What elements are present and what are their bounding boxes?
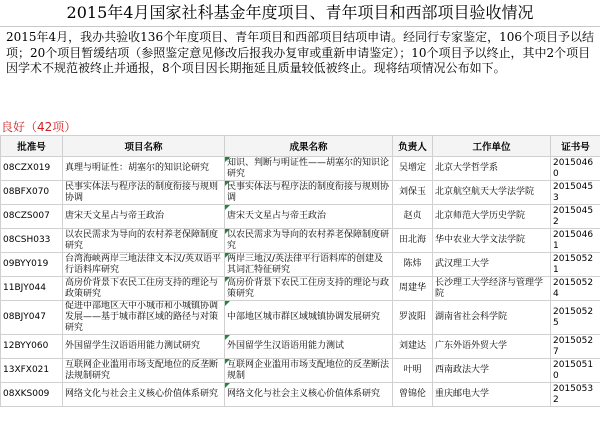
cell-cert-text: 20150452 <box>553 205 594 227</box>
cell-project[interactable] <box>63 301 225 335</box>
cell-leader[interactable] <box>393 335 433 359</box>
cell-leader-text: 叶明 <box>403 365 422 375</box>
cell-unit-text: 长沙理工大学经济与管理学院 <box>435 277 544 299</box>
column-header-unit: 工作单位 <box>433 136 551 157</box>
cell-id[interactable] <box>1 157 63 181</box>
cell-result[interactable] <box>225 383 393 407</box>
comment-marker-icon <box>225 335 230 340</box>
cell-id-text: 08XKS009 <box>3 389 50 399</box>
results-table <box>0 135 600 407</box>
cell-result-text: 中部地区城市群区域城镇协调发展研究 <box>227 312 381 322</box>
column-header-id: 批准号 <box>1 136 63 157</box>
table-row <box>1 359 600 383</box>
comment-marker-icon <box>225 181 230 186</box>
cell-project-text: 以农民需求为导向的农村养老保障制度研究 <box>65 229 219 251</box>
comment-marker-icon <box>225 277 230 282</box>
cell-leader[interactable] <box>393 229 433 253</box>
comment-marker-icon <box>225 359 230 364</box>
cell-leader[interactable] <box>393 253 433 277</box>
table-row <box>1 277 600 301</box>
cell-project[interactable] <box>63 253 225 277</box>
cell-id-text: 11BJY044 <box>3 283 46 293</box>
cell-leader[interactable] <box>393 359 433 383</box>
cell-unit[interactable] <box>433 229 551 253</box>
cell-project-text: 真理与明证性：胡塞尔的知识论研究 <box>65 163 210 173</box>
cell-project-text: 民事实体法与程序法的制度衔接与规则协调 <box>65 181 219 203</box>
cell-result[interactable] <box>225 301 393 335</box>
cell-id[interactable] <box>1 205 63 229</box>
cell-project[interactable] <box>63 383 225 407</box>
cell-unit-text: 武汉理工大学 <box>435 259 490 269</box>
cell-project-text: 唐宋天文星占与帝王政治 <box>65 211 165 221</box>
cell-cert[interactable] <box>551 335 600 359</box>
cell-cert-text: 20150460 <box>553 157 594 179</box>
table-row <box>1 335 600 359</box>
cell-leader-text: 刘保玉 <box>398 187 426 197</box>
section-label: 良好（42项） <box>1 120 77 134</box>
cell-result-text: 网络文化与社会主义核心价值体系研究 <box>227 389 381 399</box>
table-row <box>1 157 600 181</box>
cell-id[interactable] <box>1 301 63 335</box>
cell-id-text: 08CZX019 <box>3 163 51 173</box>
cell-leader-text: 吴增定 <box>398 163 426 173</box>
column-header-leader: 负责人 <box>393 136 433 157</box>
cell-leader[interactable] <box>393 205 433 229</box>
cell-cert[interactable] <box>551 205 600 229</box>
cell-id[interactable] <box>1 359 63 383</box>
cell-unit[interactable] <box>433 383 551 407</box>
cell-result-text: 外国留学生汉语语用能力测试 <box>227 341 345 351</box>
cell-result-text: 高房价背景下农民工住房支持的理论与政策研究 <box>227 277 390 299</box>
cell-id[interactable] <box>1 383 63 407</box>
cell-project-text: 互联网企业滥用市场支配地位的反垄断法规制研究 <box>65 359 219 381</box>
cell-leader-text: 刘建达 <box>398 341 426 351</box>
cell-cert[interactable] <box>551 383 600 407</box>
cell-result-text: 知识、判断与明证性——胡塞尔的知识论研究 <box>227 157 390 179</box>
cell-result-text: 民事实体法与程序法的制度衔接与规则协调 <box>227 181 390 203</box>
cell-unit[interactable] <box>433 157 551 181</box>
cell-result[interactable] <box>225 253 393 277</box>
comment-marker-icon <box>225 301 230 306</box>
cell-unit-text: 西南政法大学 <box>435 365 490 375</box>
cell-project-text: 台湾海峡两岸三地法律文本汉/英双语平行语料库研究 <box>65 253 222 275</box>
comment-marker-icon <box>225 383 230 388</box>
table-row <box>1 205 600 229</box>
comment-marker-icon <box>225 229 230 234</box>
cell-unit-text: 华中农业大学文法学院 <box>435 235 526 245</box>
cell-unit-text: 重庆邮电大学 <box>435 389 490 399</box>
cell-unit[interactable] <box>433 205 551 229</box>
cell-id[interactable] <box>1 335 63 359</box>
cell-result[interactable] <box>225 205 393 229</box>
column-header-cert: 证书号 <box>551 136 600 157</box>
cell-result[interactable] <box>225 229 393 253</box>
cell-result-text: 以农民需求为导向的农村养老保障制度研究 <box>227 229 390 251</box>
cell-project[interactable] <box>63 229 225 253</box>
cell-unit[interactable] <box>433 181 551 205</box>
cell-project-text: 外国留学生汉语语用能力测试研究 <box>65 341 201 351</box>
cell-project[interactable] <box>63 205 225 229</box>
cell-cert-text: 20150461 <box>553 229 594 251</box>
column-header-project: 项目名称 <box>63 136 225 157</box>
cell-unit-text: 湖南省社会科学院 <box>435 312 508 322</box>
cell-unit-text: 北京大学哲学系 <box>435 163 499 173</box>
cell-cert-text: 20150527 <box>553 335 594 357</box>
cell-leader-text: 罗波阳 <box>398 312 426 322</box>
table-row <box>1 181 600 205</box>
cell-cert[interactable] <box>551 181 600 205</box>
cell-id-text: 12BYY060 <box>3 341 49 351</box>
cell-result-text: 两岸三地汉/英法律平行语料库的创建及其词汇特征研究 <box>227 253 384 275</box>
cell-id-text: 13XFX021 <box>3 365 50 375</box>
cell-cert-text: 20150510 <box>553 359 594 381</box>
cell-leader[interactable] <box>393 157 433 181</box>
cell-project[interactable] <box>63 157 225 181</box>
cell-id-text: 08CZS007 <box>3 211 50 221</box>
cell-cert[interactable] <box>551 277 600 301</box>
cell-result[interactable] <box>225 335 393 359</box>
cell-cert[interactable] <box>551 253 600 277</box>
cell-leader[interactable] <box>393 181 433 205</box>
cell-leader-text: 陈炜 <box>403 259 422 269</box>
intro-paragraph: 2015年4月，我办共验收136个年度项目、青年项目和西部项目结项申请。经同行专家鉴定，106个项目予以结项；20个项目暂缓结项（参照鉴定意见修改后报我办复审或重新申请鉴定）；10个项目予以终止，其中2个项目因学术不规范被终止并通报，8个项目因长期拖延且质量较低被终止。现将结项情况公布如下。 <box>6 30 594 75</box>
cell-id[interactable] <box>1 181 63 205</box>
cell-leader[interactable] <box>393 301 433 335</box>
cell-leader-text: 曾锦伦 <box>398 389 426 399</box>
cell-project-text: 促进中部地区大中小城市和小城镇协调发展——基于城市群区域的路径与对策研究 <box>65 301 219 333</box>
cell-cert[interactable] <box>551 229 600 253</box>
cell-result[interactable] <box>225 277 393 301</box>
cell-project[interactable] <box>63 335 225 359</box>
cell-unit-text: 广东外语外贸大学 <box>435 341 508 351</box>
cell-result-text: 唐宋天文星占与帝王政治 <box>227 211 327 221</box>
table-row <box>1 253 600 277</box>
cell-project-text: 网络文化与社会主义核心价值体系研究 <box>65 389 219 399</box>
cell-id-text: 08BJY047 <box>3 312 46 322</box>
cell-cert-text: 20150525 <box>553 306 594 328</box>
cell-project[interactable] <box>63 277 225 301</box>
cell-id-text: 08BFX070 <box>3 187 50 197</box>
table-header-row <box>1 136 600 157</box>
cell-result[interactable] <box>225 359 393 383</box>
cell-id[interactable] <box>1 253 63 277</box>
comment-marker-icon <box>225 253 230 258</box>
cell-unit[interactable] <box>433 335 551 359</box>
cell-leader-text: 赵贞 <box>403 211 422 221</box>
cell-leader[interactable] <box>393 383 433 407</box>
cell-id-text: 09BYY019 <box>3 259 49 269</box>
cell-unit[interactable] <box>433 253 551 277</box>
cell-project-text: 高房价背景下农民工住房支持的理论与政策研究 <box>65 277 219 299</box>
cell-cert[interactable] <box>551 301 600 335</box>
cell-unit-text: 北京师范大学历史学院 <box>435 211 526 221</box>
cell-cert[interactable] <box>551 359 600 383</box>
cell-leader[interactable] <box>393 277 433 301</box>
cell-project[interactable] <box>63 359 225 383</box>
cell-result-text: 互联网企业滥用市场支配地位的反垄断法规制 <box>227 359 390 381</box>
cell-cert-text: 20150532 <box>553 383 594 405</box>
cell-cert-text: 20150521 <box>553 253 594 275</box>
cell-cert-text: 20150524 <box>553 277 594 299</box>
cell-leader-text: 周建华 <box>398 283 426 293</box>
table-row <box>1 301 600 335</box>
cell-unit-text: 北京航空航天大学法学院 <box>435 187 535 197</box>
cell-id[interactable] <box>1 229 63 253</box>
cell-project[interactable] <box>63 181 225 205</box>
cell-unit[interactable] <box>433 277 551 301</box>
cell-unit[interactable] <box>433 301 551 335</box>
cell-cert[interactable] <box>551 157 600 181</box>
page-title: 2015年4月国家社科基金年度项目、青年项目和西部项目验收情况 <box>0 0 600 27</box>
cell-leader-text: 田北海 <box>398 235 426 245</box>
table-row <box>1 383 600 407</box>
comment-marker-icon <box>225 205 230 210</box>
column-header-result: 成果名称 <box>225 136 393 157</box>
cell-id[interactable] <box>1 277 63 301</box>
comment-marker-icon <box>225 157 230 162</box>
cell-unit[interactable] <box>433 359 551 383</box>
cell-result[interactable] <box>225 157 393 181</box>
cell-cert-text: 20150453 <box>553 181 594 203</box>
cell-id-text: 08CSH033 <box>3 235 51 245</box>
table-row <box>1 229 600 253</box>
cell-result[interactable] <box>225 181 393 205</box>
